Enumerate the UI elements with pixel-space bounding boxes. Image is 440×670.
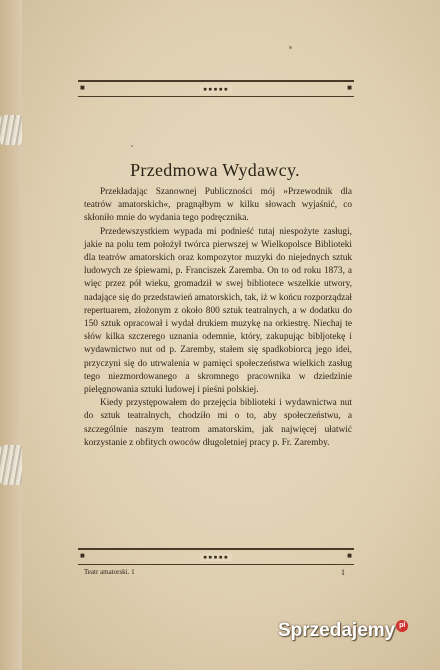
page-heading: Przedmowa Wydawcy. <box>130 160 300 180</box>
watermark-badge: pl <box>396 620 408 632</box>
ornament-cap-left-icon: ■ <box>80 551 85 560</box>
ornament-center: ▪▪▪▪▪ <box>200 85 232 93</box>
signature-mark: Teatr amatorski. 1 <box>84 568 135 576</box>
page-left-edge <box>0 0 22 670</box>
site-watermark <box>278 620 408 642</box>
ornament-center: ▪▪▪▪▪ <box>200 553 232 561</box>
paragraph: Przedewszystkiem wypada mi podnieść tutaj niespożyte zasługi, jakie na polu tem położył twórca pierwszej w Wielkopolsce Biblioteki dla teatrów amatorskich oraz kompozytor muzyki do niejednych sztuk ludowych ze śpiewami, p. Franciszek Zaremba. On to od roku 1873, a więc przez pół wieku, gromadził w swej bibliotece wszelkie utwory, nadające się do przedstawień amatorskich, tak, iż w końcu rozporządzał repertuarem, złożonym z około 800 sztuk teatralnych, a w dodatku do 150 sztuk opracował i wydał drukiem muzykę na orkiestrę. Niechaj te słów kilka szczerego uznania odemnie, który, zakupując bibljotekę i wydawnictwo nut od p. Zaremby, stałem się spadkobiorcą jego idei, przyczyni się do utrwalenia w pamięci społeczeństwa wielkich zasług tego niezmordowanego a skromnego pracownika w dziedzinie pielęgnowania sztuki ludowej i pieśni polskiej. <box>84 226 352 396</box>
ornament-cap-left-icon: ■ <box>80 83 85 92</box>
paper-speck <box>289 46 292 49</box>
binding-thread <box>0 115 22 145</box>
bottom-ornament-rule <box>78 548 354 565</box>
paper-speck <box>131 145 133 147</box>
top-ornament-rule <box>78 80 354 97</box>
ornament-cap-right-icon: ■ <box>347 83 352 92</box>
ornament-cap-right-icon: ■ <box>347 551 352 560</box>
paragraph: Przekładając Szanownej Publiczności mój »Przewodnik dla teatrów amatorskich«, pragnąłbym w kilku słowach wyjaśnić, co skłoniło mnie do wydania tego podręcznika. <box>84 187 352 224</box>
page-number: 1 <box>341 568 345 577</box>
binding-thread <box>0 445 22 485</box>
watermark-text: Sprzedajemy <box>278 620 396 641</box>
paragraph: Kiedy przystępowałem do przejęcia biblioteki i wydawnictwa nut do sztuk teatralnych, chodziło mi o to, aby społeczeństwu, a szczególnie naszym teatrom amatorskim, jak najwięcej ułatwić korzystanie z obfitych owoców długoletniej pracy p. Fr. Zaremby. <box>84 398 352 448</box>
preface-body <box>84 186 352 450</box>
